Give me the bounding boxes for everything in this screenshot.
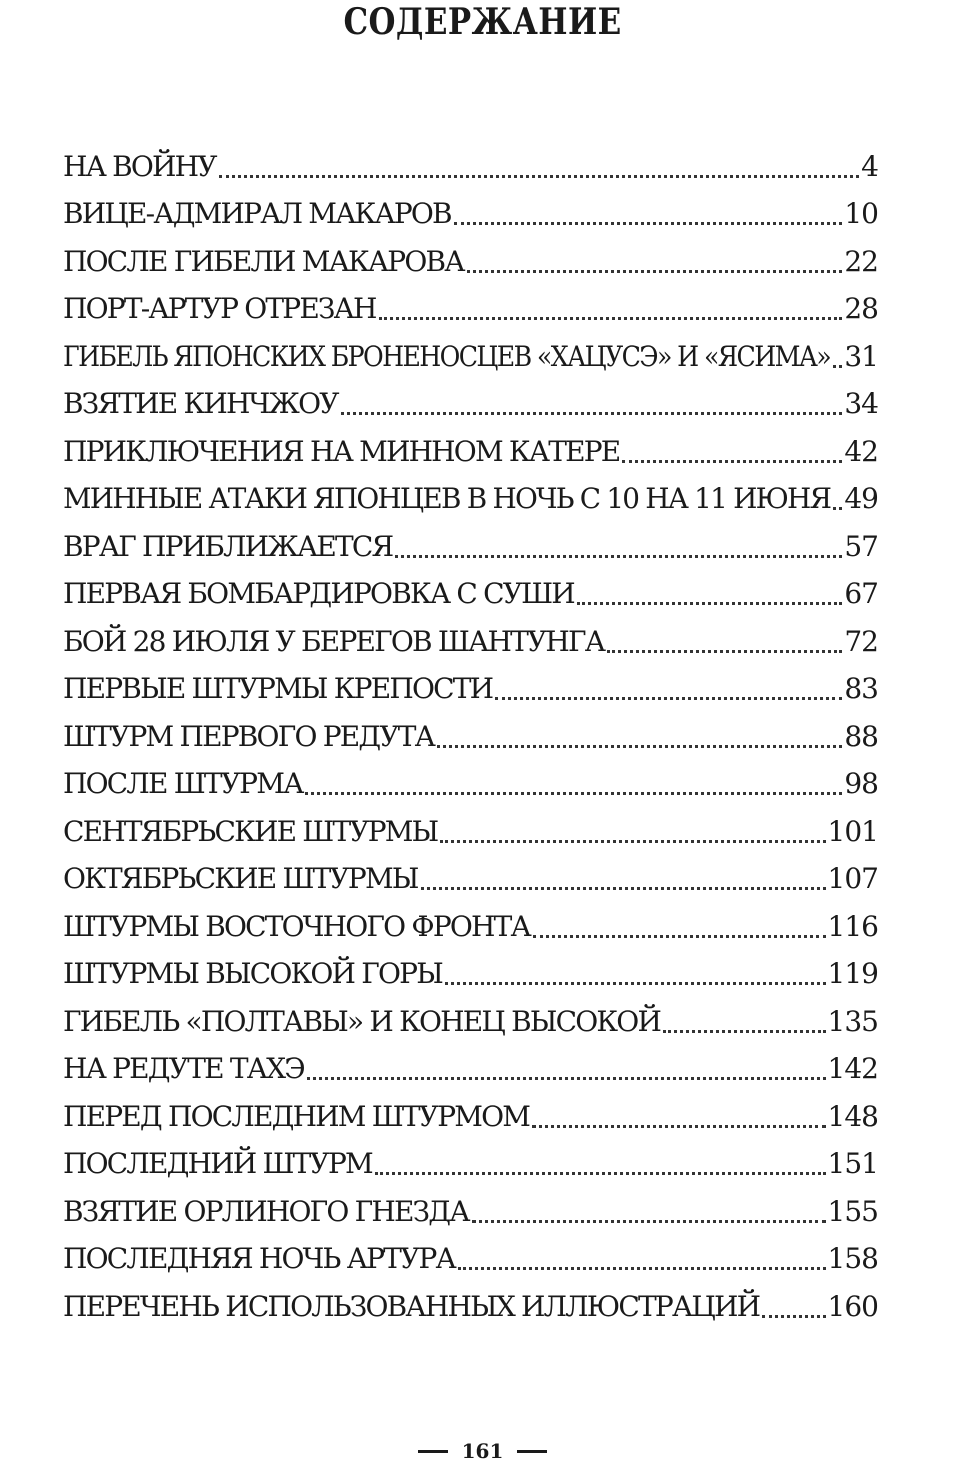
toc-entry-title: ШТУРМ ПЕРВОГО РЕДУТА <box>63 719 435 753</box>
toc-entry-title: ШТУРМЫ ВОСТОЧНОГО ФРОНТА <box>63 909 530 943</box>
toc-entry-page: 158 <box>827 1242 878 1276</box>
toc-dot-leader <box>833 507 842 510</box>
toc-entry-title: НА ВОЙНУ <box>63 149 216 183</box>
toc-entry-page: 116 <box>827 909 878 943</box>
toc-dot-leader <box>577 602 842 605</box>
toc-dot-leader <box>375 1172 826 1175</box>
toc-entry <box>63 238 878 286</box>
toc-dot-leader <box>467 270 843 273</box>
toc-entry-page: 142 <box>827 1052 878 1086</box>
toc-entry <box>63 1283 878 1331</box>
toc-dot-leader <box>379 317 843 320</box>
toc-dot-leader <box>833 365 842 368</box>
toc-dot-leader <box>532 1125 825 1128</box>
toc-entry <box>63 808 878 856</box>
page-number: 161 <box>461 1439 504 1463</box>
toc-entry <box>63 286 878 334</box>
toc-entry <box>63 856 878 904</box>
toc-entry-page: 107 <box>827 862 878 896</box>
toc-entry <box>63 191 878 239</box>
toc-entry <box>63 666 878 714</box>
toc-entry-title: ПОСЛЕДНЯЯ НОЧЬ АРТУРА <box>63 1242 455 1276</box>
toc-entry <box>63 998 878 1046</box>
toc-entry <box>63 618 878 666</box>
toc-entry-title: ПОРТ-АРТУР ОТРЕЗАН <box>63 292 376 326</box>
toc-entry <box>63 143 878 191</box>
toc-entry-page: 101 <box>827 814 878 848</box>
toc-entry-title: ПОСЛЕ ГИБЕЛИ МАКАРОВА <box>63 244 464 278</box>
toc-entry-title: ПЕРЕЧЕНЬ ИСПОЛЬЗОВАННЫХ ИЛЛЮСТРАЦИЙ <box>63 1289 760 1323</box>
toc-entry-title: ШТУРМЫ ВЫСОКОЙ ГОРЫ <box>63 957 442 991</box>
toc-dot-leader <box>533 935 826 938</box>
toc-entry-page: 148 <box>827 1099 878 1133</box>
toc-dot-leader <box>663 1030 825 1033</box>
toc-entry-page: 10 <box>844 197 878 231</box>
toc-entry-page: 160 <box>827 1289 878 1323</box>
toc-entry-title: ГИБЕЛЬ «ПОЛТАВЫ» И КОНЕЦ ВЫСОКОЙ <box>63 1004 661 1038</box>
toc-dot-leader <box>458 1267 826 1270</box>
toc-dot-leader <box>607 650 842 653</box>
toc-entry-title: ВЗЯТИЕ КИНЧЖОУ <box>63 387 338 421</box>
toc-entry-page: 49 <box>844 482 878 516</box>
toc-entry-title: ВИЦЕ-АДМИРАЛ МАКАРОВ <box>63 197 451 231</box>
toc-entry-page: 31 <box>844 339 878 373</box>
toc-entry <box>63 428 878 476</box>
toc-entry-page: 72 <box>844 624 878 658</box>
toc-entry-page: 42 <box>844 434 878 468</box>
footer-dash-right <box>517 1450 547 1453</box>
toc-entry-page: 67 <box>844 577 878 611</box>
toc-dot-leader <box>495 697 842 700</box>
toc-entry-page: 155 <box>827 1194 878 1228</box>
toc-entry-title: ПЕРЕД ПОСЛЕДНИМ ШТУРМОМ <box>63 1099 530 1133</box>
toc-dot-leader <box>437 745 842 748</box>
toc-entry-page: 83 <box>844 672 878 706</box>
toc-entry <box>63 1093 878 1141</box>
toc-dot-leader <box>341 412 843 415</box>
toc-dot-leader <box>454 222 843 225</box>
toc-entry <box>63 476 878 524</box>
toc-entry <box>63 523 878 571</box>
toc-entry <box>63 1236 878 1284</box>
toc-entry-title: ПЕРВЫЕ ШТУРМЫ КРЕПОСТИ <box>63 672 493 706</box>
toc-dot-leader <box>762 1315 825 1318</box>
footer-dash-left <box>418 1450 448 1453</box>
toc-entry-title: ВРАГ ПРИБЛИЖАЕТСЯ <box>63 529 393 563</box>
toc-entry <box>63 903 878 951</box>
toc-entry-page: 151 <box>827 1147 878 1181</box>
toc-entry-page: 57 <box>844 529 878 563</box>
toc-entry-page: 4 <box>861 149 878 183</box>
toc-dot-leader <box>307 1077 826 1080</box>
toc-entry-page: 135 <box>827 1004 878 1038</box>
toc-entry <box>63 761 878 809</box>
toc-entry <box>63 951 878 999</box>
toc-entry <box>63 713 878 761</box>
toc-entry-page: 28 <box>844 292 878 326</box>
toc-entry-title: ОКТЯБРЬСКИЕ ШТУРМЫ <box>63 862 418 896</box>
toc-entry <box>63 381 878 429</box>
toc-dot-leader <box>622 460 842 463</box>
toc-entry-title: СЕНТЯБРЬСКИЕ ШТУРМЫ <box>63 814 438 848</box>
toc-entry-title: БОЙ 28 ИЮЛЯ У БЕРЕГОВ ШАНТУНГА <box>63 624 605 658</box>
toc-entry-title: ГИБЕЛЬ ЯПОНСКИХ БРОНЕНОСЦЕВ «ХАЦУСЭ» И «ЯСИМА» <box>63 339 831 373</box>
toc-dot-leader <box>219 175 859 178</box>
toc-dot-leader <box>445 982 826 985</box>
toc-entry-title: ВЗЯТИЕ ОРЛИНОГО ГНЕЗДА <box>63 1194 469 1228</box>
toc-entry <box>63 1141 878 1189</box>
toc-entry-title: ПРИКЛЮЧЕНИЯ НА МИННОМ КАТЕРЕ <box>63 434 620 468</box>
toc-entry-page: 98 <box>844 767 878 801</box>
toc-entry-page: 22 <box>844 244 878 278</box>
toc-entry-title: ПОСЛЕДНИЙ ШТУРМ <box>63 1147 372 1181</box>
toc-entry <box>63 333 878 381</box>
toc-dot-leader <box>472 1220 826 1223</box>
toc-dot-leader <box>395 555 842 558</box>
toc-entry <box>63 1188 878 1236</box>
toc-entry <box>63 1046 878 1094</box>
toc-entry-title: ПОСЛЕ ШТУРМА <box>63 767 303 801</box>
toc-dot-leader <box>440 840 825 843</box>
table-of-contents <box>63 143 878 1331</box>
toc-entry-title: ПЕРВАЯ БОМБАРДИРОВКА С СУШИ <box>63 577 574 611</box>
toc-entry-title: МИННЫЕ АТАКИ ЯПОНЦЕВ В НОЧЬ С 10 НА 11 ИЮНЯ <box>63 482 831 516</box>
toc-entry-page: 88 <box>844 719 878 753</box>
page-title: СОДЕРЖАНИЕ <box>343 1 622 43</box>
toc-entry-page: 119 <box>827 957 878 991</box>
page-footer <box>0 1440 965 1462</box>
toc-entry-title: НА РЕДУТЕ ТАХЭ <box>63 1052 304 1086</box>
toc-entry <box>63 571 878 619</box>
toc-dot-leader <box>421 887 826 890</box>
toc-entry-page: 34 <box>844 387 878 421</box>
toc-dot-leader <box>305 792 842 795</box>
